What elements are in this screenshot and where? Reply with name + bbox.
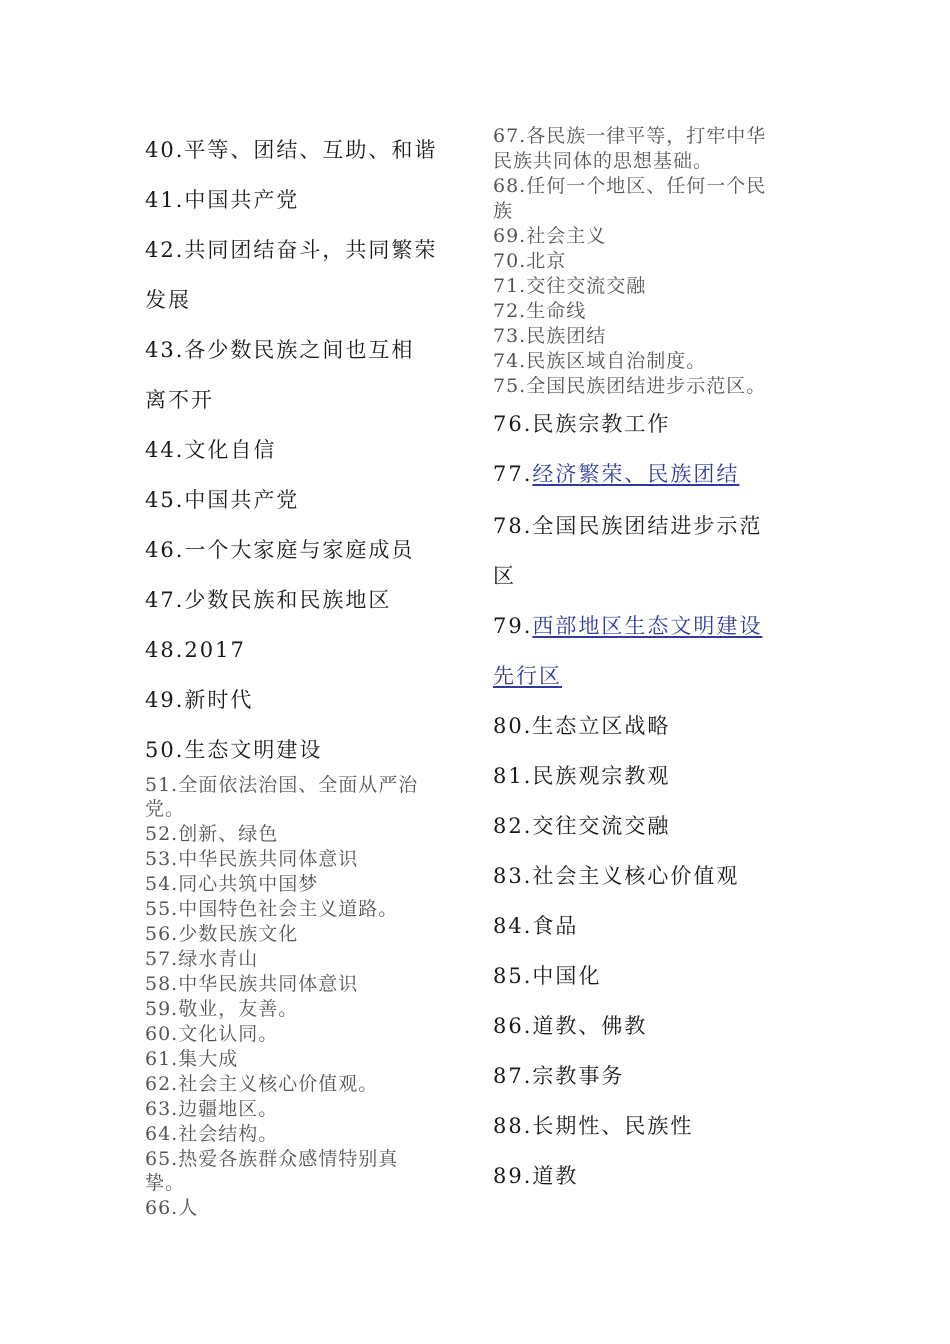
answer-42: 42.共同团结奋斗，共同繁荣: [145, 238, 438, 262]
answer-65-cont: 挚。: [145, 1172, 186, 1194]
answer-84: 84.食品: [493, 914, 579, 938]
answer-46: 46.一个大家庭与家庭成员: [145, 538, 415, 562]
answer-79-cont: [493, 663, 562, 689]
answer-59: 59.敬业，友善。: [145, 998, 299, 1020]
answer-67: 67.各民族一律平等，打牢中华: [493, 125, 767, 147]
answer-50: 50.生态文明建设: [145, 738, 323, 762]
answer-68: 68.任何一个地区、任何一个民: [493, 175, 767, 197]
answer-80: 80.生态立区战略: [493, 714, 671, 738]
answer-85: 85.中国化: [493, 964, 602, 988]
answer-56: 56.少数民族文化: [145, 923, 299, 945]
answer-42-cont: 发展: [145, 288, 191, 312]
answer-76: 76.民族宗教工作: [493, 412, 671, 436]
answer-65: 65.热爱各族群众感情特别真: [145, 1148, 399, 1170]
answer-51: 51.全面依法治国、全面从严治: [145, 774, 419, 796]
answer-69: 69.社会主义: [493, 225, 607, 247]
answer-63: 63.边疆地区。: [145, 1098, 279, 1120]
answer-52: 52.创新、绿色: [145, 823, 279, 845]
answer-79-link-cont[interactable]: 先行区: [493, 664, 562, 688]
answer-74: 74.民族区域自治制度。: [493, 350, 707, 372]
answer-55: 55.中国特色社会主义道路。: [145, 898, 399, 920]
answer-62: 62.社会主义核心价值观。: [145, 1073, 379, 1095]
answer-64: 64.社会结构。: [145, 1123, 279, 1145]
answer-61: 61.集大成: [145, 1048, 239, 1070]
answer-40: 40.平等、团结、互助、和谐: [145, 138, 438, 162]
answer-77-link[interactable]: 经济繁荣、民族团结: [532, 462, 740, 486]
answer-53: 53.中华民族共同体意识: [145, 848, 359, 870]
answer-79: 79.西部地区生态文明建设: [493, 614, 763, 638]
answer-86: 86.道教、佛教: [493, 1014, 648, 1038]
answer-78: 78.全国民族团结进步示范: [493, 514, 763, 538]
answer-44: 44.文化自信: [145, 438, 277, 462]
answer-57: 57.绿水青山: [145, 948, 259, 970]
answer-68-cont: 族: [493, 200, 514, 222]
answer-66: 66.人: [145, 1197, 199, 1219]
answer-89: 89.道教: [493, 1164, 579, 1188]
answer-41: 41.中国共产党: [145, 188, 300, 212]
answer-83: 83.社会主义核心价值观: [493, 864, 740, 888]
answer-60: 60.文化认同。: [145, 1023, 279, 1045]
answer-58: 58.中华民族共同体意识: [145, 973, 359, 995]
answer-70: 70.北京: [493, 250, 567, 272]
answer-51-cont: 党。: [145, 798, 186, 820]
answer-48: 48.2017: [145, 638, 246, 662]
answer-72: 72.生命线: [493, 300, 587, 322]
answer-75: 75.全国民族团结进步示范区。: [493, 375, 767, 397]
answer-49: 49.新时代: [145, 688, 254, 712]
answer-43-cont: 离不开: [145, 388, 214, 412]
answer-87: 87.宗教事务: [493, 1064, 625, 1088]
answer-67-cont: 民族共同体的思想基础。: [493, 150, 714, 172]
answer-43: 43.各少数民族之间也互相: [145, 338, 415, 362]
answer-88: 88.长期性、民族性: [493, 1114, 694, 1138]
answer-45: 45.中国共产党: [145, 488, 300, 512]
answer-47: 47.少数民族和民族地区: [145, 588, 392, 612]
answer-78-cont: 区: [493, 564, 516, 588]
answer-54: 54.同心共筑中国梦: [145, 873, 319, 895]
answer-81: 81.民族观宗教观: [493, 764, 671, 788]
answer-79-link[interactable]: 西部地区生态文明建设: [532, 614, 763, 638]
answer-77: 77.经济繁荣、民族团结: [493, 462, 740, 486]
answer-73: 73.民族团结: [493, 325, 607, 347]
answer-82: 82.交往交流交融: [493, 814, 671, 838]
answer-71: 71.交往交流交融: [493, 275, 647, 297]
